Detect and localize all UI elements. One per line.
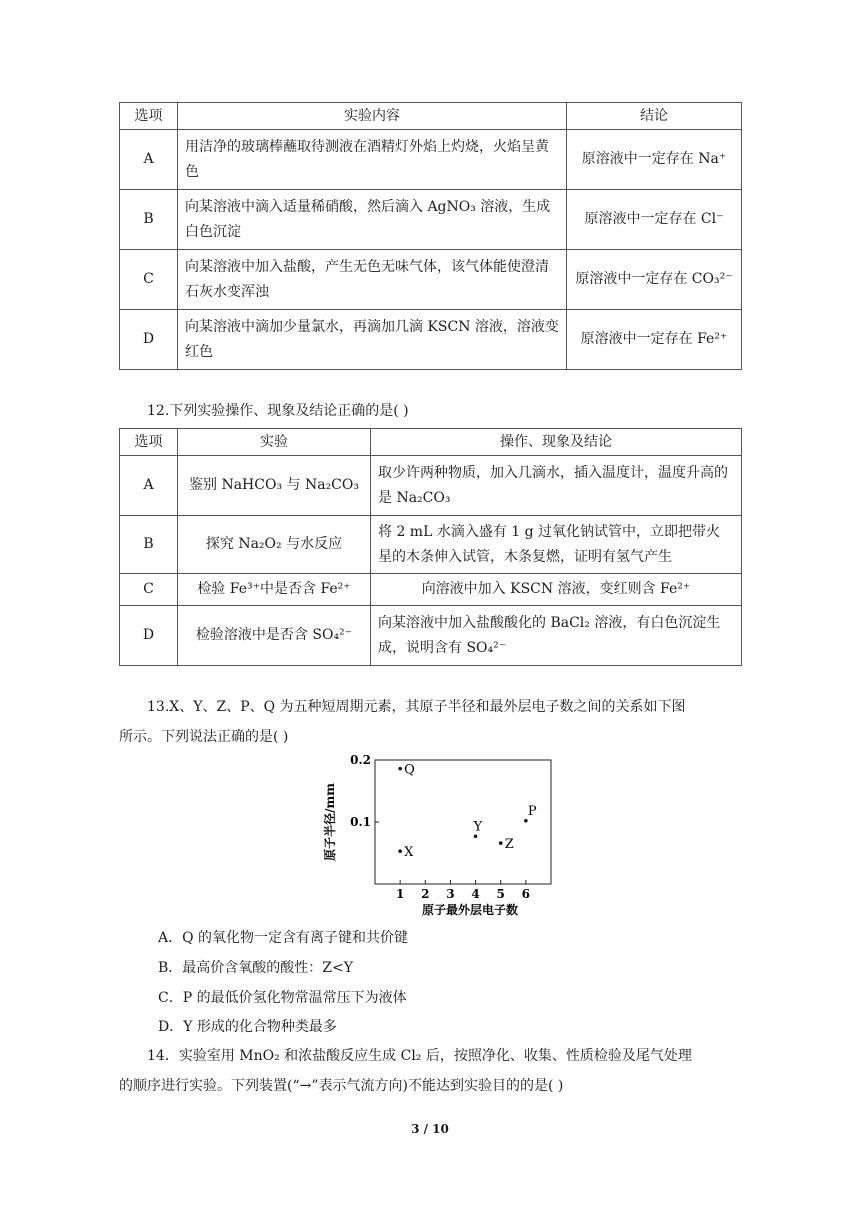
table-header-row [120,429,742,456]
question-13-stem-line1: 13.X、Y、Z、P、Q 为五种短周期元素，其原子半径和最外层电子数之间的关系如下图 [147,699,686,715]
row-option: D [120,310,178,370]
table-row [120,516,742,574]
table-header-row [120,103,742,130]
option-c: C．P 的最低价氢化物常温常压下为液体 [158,990,407,1006]
row-option: B [120,190,178,250]
page-number: 3 / 10 [411,1122,449,1136]
row-conclusion: 原溶液中一定存在 Fe²⁺ [567,310,742,370]
option-a: A．Q 的氧化物一定含有离子键和共价键 [158,930,409,946]
row-content: 向某溶液中滴入适量稀硝酸，然后滴入 AgNO₃ 溶液，生成白色沉淀 [178,190,567,250]
option-b: B．最高价含氧酸的酸性：Z<Y [158,960,353,976]
data-point-label: X [404,845,414,861]
data-point-p [524,819,528,823]
question-14-stem-line2: 的顺序进行实验。下列装置(“→”表示气流方向)不能达到实验目的的是( ) [119,1078,564,1094]
data-point-label: Q [404,762,415,778]
data-point-x [398,849,402,853]
header-option: 选项 [120,103,178,130]
data-point-label: Z [504,837,514,853]
row-conclusion: 原溶液中一定存在 Na⁺ [567,130,742,190]
row-content: 向某溶液中加入盐酸，产生无色无味气体，该气体能使澄清石灰水变浑浊 [178,250,567,310]
option-d: D．Y 形成的化合物种类最多 [158,1019,337,1035]
x-tick-label: 5 [496,887,505,901]
x-tick-label: 2 [421,887,430,901]
row-option: C [120,250,178,310]
question-14-stem-line1: 14．实验室用 MnO₂ 和浓盐酸反应生成 Cl₂ 后，按照净化、收集、性质检验及尾气处理 [147,1048,692,1064]
table-row [120,190,742,250]
row-conclusion: 原溶液中一定存在 CO₃²⁻ [567,250,742,310]
data-point-label: Y [473,819,483,835]
row-experiment: 鉴别 NaHCO₃ 与 Na₂CO₃ [178,456,371,516]
data-point-y [474,834,478,838]
row-experiment: 检验 Fe³⁺中是否含 Fe²⁺ [178,574,371,606]
data-point-label: P [527,803,537,819]
x-tick-label: 4 [471,887,480,901]
y-tick-label: 0.1 [350,815,371,829]
data-point-z [499,841,503,845]
row-option: A [120,456,178,516]
table-row [120,606,742,666]
x-tick-label: 3 [446,887,455,901]
row-conclusion: 原溶液中一定存在 Cl⁻ [567,190,742,250]
row-experiment: 探究 Na₂O₂ 与水反应 [178,516,371,574]
row-option: A [120,130,178,190]
row-option: C [120,574,178,606]
header-experiment: 实验 [178,429,371,456]
row-content: 用洁净的玻璃棒蘸取待测液在酒精灯外焰上灼烧，火焰呈黄色 [178,130,567,190]
radius-scatter-chart [320,752,560,920]
x-tick-label: 1 [395,887,405,901]
row-experiment: 检验溶液中是否含 SO₄²⁻ [178,606,371,666]
y-tick-label: 0.2 [350,753,371,767]
x-axis-label: 原子最外层电子数 [421,903,519,917]
table-row [120,310,742,370]
table-row [120,130,742,190]
row-option: B [120,516,178,574]
y-axis-label: 原子半径/mm [323,783,337,861]
data-point-q [398,767,402,771]
x-tick-label: 6 [521,887,531,901]
row-detail: 向某溶液中加入盐酸酸化的 BaCl₂ 溶液，有白色沉淀生成，说明含有 SO₄²⁻ [371,606,742,666]
experiment-table-1 [119,102,742,370]
header-option: 选项 [120,429,178,456]
question-13-stem-line2: 所示。下列说法正确的是( ) [119,729,289,745]
table-row [120,574,742,606]
table-row [120,456,742,516]
header-detail: 操作、现象及结论 [371,429,742,456]
row-content: 向某溶液中滴加少量氯水，再滴加几滴 KSCN 溶液，溶液变红色 [178,310,567,370]
table-row [120,250,742,310]
experiment-table-2 [119,428,742,666]
row-detail: 取少许两种物质，加入几滴水，插入温度计，温度升高的是 Na₂CO₃ [371,456,742,516]
row-detail: 将 2 mL 水滴入盛有 1 g 过氧化钠试管中，立即把带火星的木条伸入试管，木条复燃，证明有氢气产生 [371,516,742,574]
header-conclusion: 结论 [567,103,742,130]
row-option: D [120,606,178,666]
question-12-stem: 12.下列实验操作、现象及结论正确的是( ) [147,403,409,419]
header-content: 实验内容 [178,103,567,130]
row-detail: 向溶液中加入 KSCN 溶液，变红则含 Fe²⁺ [371,574,742,606]
